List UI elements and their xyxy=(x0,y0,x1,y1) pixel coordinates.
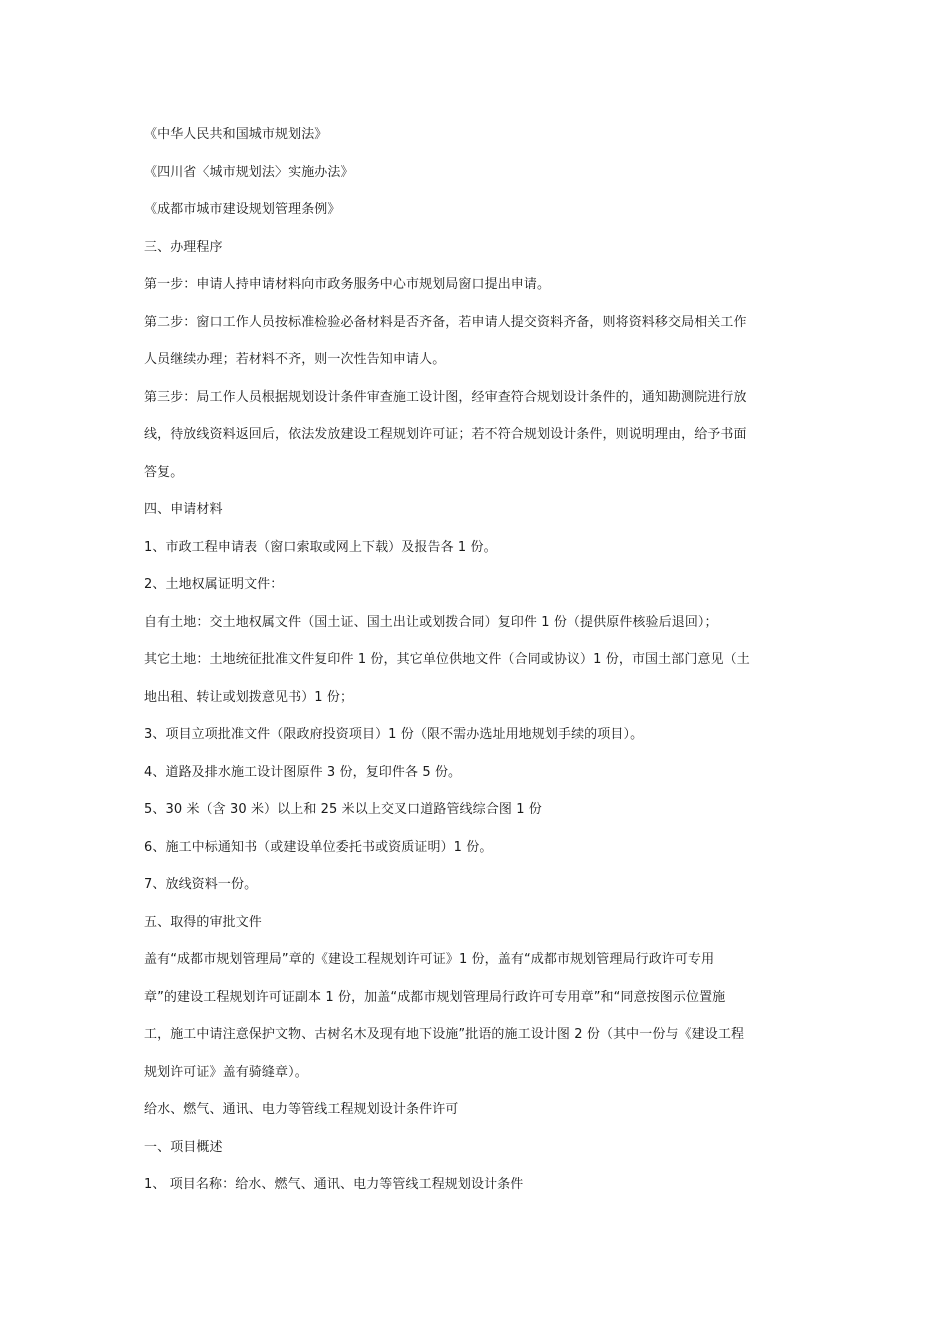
approval-docs-paragraph-cont-2: 工，施工中请注意保护文物、古树名木及现有地下设施”批语的施工设计图 2 份（其中一份与《建设工程 xyxy=(144,1027,745,1042)
section-heading-overview: 一、项目概述 xyxy=(144,1140,223,1155)
law-reference-3: 《成都市城市建设规划管理条例》 xyxy=(144,202,341,217)
procedure-step-3-cont: 线，待放线资料返回后，依法发放建设工程规划许可证；若不符合规划设计条件，则说明理由，给予书面 xyxy=(144,427,747,442)
material-item-4: 4、道路及排水施工设计图原件 3 份，复印件各 5 份。 xyxy=(144,765,462,780)
procedure-step-2-cont: 人员继续办理；若材料不齐，则一次性告知申请人。 xyxy=(144,352,446,367)
material-item-2-other-land-cont: 地出租、转让或划拨意见书）1 份； xyxy=(144,690,354,705)
material-item-6: 6、施工中标通知书（或建设单位委托书或资质证明）1 份。 xyxy=(144,840,493,855)
approval-docs-paragraph-cont-1: 章”的建设工程规划许可证副本 1 份，加盖“成都市规划管理局行政许可专用章”和“同意按图示位置施 xyxy=(144,990,726,1005)
material-item-2: 2、土地权属证明文件： xyxy=(144,577,284,592)
material-item-7: 7、放线资料一份。 xyxy=(144,877,258,892)
approval-docs-paragraph-end: 规划许可证》盖有骑缝章）。 xyxy=(144,1065,308,1080)
material-item-3: 3、项目立项批准文件（限政府投资项目）1 份（限不需办选址用地规划手续的项目）。 xyxy=(144,727,644,742)
section-heading-materials: 四、申请材料 xyxy=(144,502,223,517)
material-item-1: 1、市政工程申请表（窗口索取或网上下载）及报告各 1 份。 xyxy=(144,540,497,555)
procedure-step-2: 第二步：窗口工作人员按标准检验必备材料是否齐备，若申请人提交资料齐备，则将资料移交局相关工作 xyxy=(144,315,747,330)
procedure-step-3-end: 答复。 xyxy=(144,465,184,480)
subsection-title-pipeline: 给水、燃气、通讯、电力等管线工程规划设计条件许可 xyxy=(144,1102,459,1117)
section-heading-approval-docs: 五、取得的审批文件 xyxy=(144,915,262,930)
section-heading-procedure: 三、办理程序 xyxy=(144,240,223,255)
overview-item-1: 1、 项目名称：给水、燃气、通讯、电力等管线工程规划设计条件 xyxy=(144,1177,524,1192)
material-item-2-own-land: 自有土地：交土地权属文件（国土证、国土出让或划拨合同）复印件 1 份（提供原件核验后退回）； xyxy=(144,615,718,630)
material-item-5: 5、30 米（含 30 米）以上和 25 米以上交叉口道路管线综合图 1 份 xyxy=(144,802,542,817)
procedure-step-1: 第一步：申请人持申请材料向市政务服务中心市规划局窗口提出申请。 xyxy=(144,277,551,292)
law-reference-2: 《四川省〈城市规划法〉实施办法》 xyxy=(144,165,354,180)
law-reference-1: 《中华人民共和国城市规划法》 xyxy=(144,127,328,142)
approval-docs-paragraph: 盖有“成都市规划管理局”章的《建设工程规划许可证》1 份，盖有“成都市规划管理局行政许可专用 xyxy=(144,952,715,967)
material-item-2-other-land: 其它土地：土地统征批准文件复印件 1 份，其它单位供地文件（合同或协议）1 份，市国土部门意见（土 xyxy=(144,652,750,667)
procedure-step-3: 第三步：局工作人员根据规划设计条件审查施工设计图，经审查符合规划设计条件的，通知勘测院进行放 xyxy=(144,390,747,405)
